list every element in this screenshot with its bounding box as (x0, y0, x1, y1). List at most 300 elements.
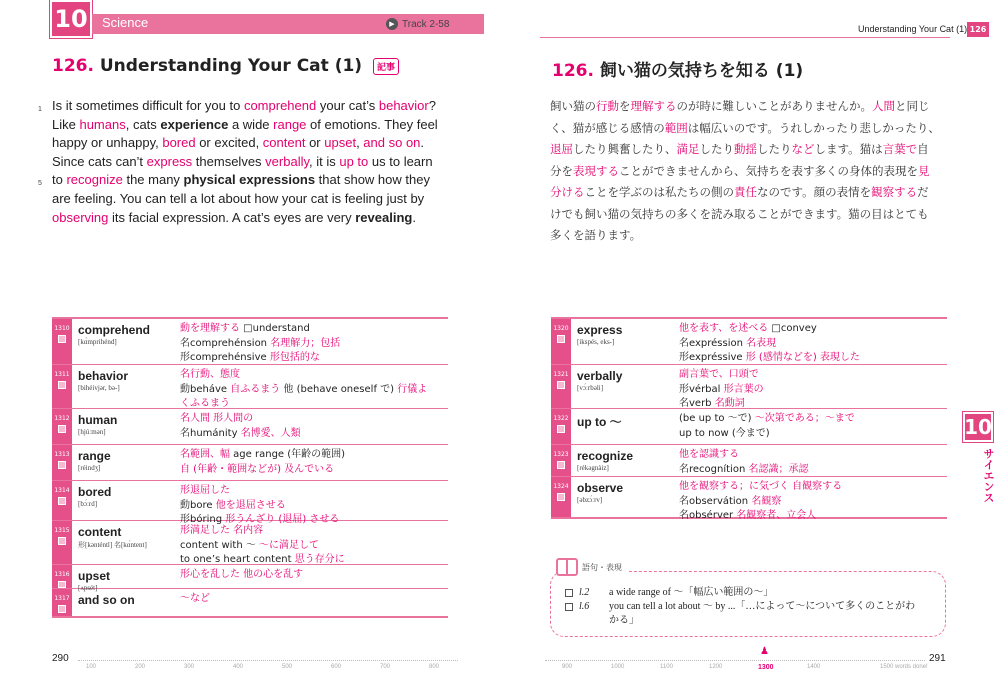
highlight-term: 行動 (596, 99, 619, 113)
headword: behavior (78, 369, 129, 383)
definition-line (679, 495, 943, 510)
text-run: a wide (228, 116, 274, 132)
progress-tick: 600 (331, 664, 342, 670)
title-number: 126. (52, 56, 94, 76)
highlight-term: 他を認識する (679, 449, 739, 460)
definition-line (679, 448, 943, 463)
text-run: したり興奮したり、 (573, 142, 677, 156)
vocab-row (551, 477, 947, 522)
highlight-term: 名認識；承認 (748, 463, 809, 475)
text-run: 名comprehénsion (180, 337, 271, 349)
definitions (679, 477, 947, 522)
highlight-term: 他を表す、を述べる (679, 323, 769, 334)
highlight-term: 退屈 (550, 142, 573, 156)
vocab-row (551, 365, 947, 409)
definition-line (180, 484, 444, 499)
text-run: 形bóring (180, 514, 226, 526)
text-run: だ (917, 185, 929, 199)
passage-line (550, 182, 950, 204)
definition-line (180, 568, 444, 583)
definition-line (679, 427, 943, 442)
pronunciation: [bɔ́ːrd] (78, 500, 98, 508)
header-rule (540, 37, 950, 38)
text-run: 名humánity (180, 427, 241, 439)
highlight-term: 名人間 形人間の (180, 413, 254, 424)
highlight-term: 形退屈した (180, 485, 230, 496)
vocabulary-table-left (52, 317, 448, 618)
entry-checkbox[interactable] (58, 581, 66, 588)
entry-index (52, 481, 72, 520)
entry-index (551, 319, 571, 364)
article-tag: 記事 (373, 58, 399, 75)
text-run: ことを学ぶのは私たちの側の (584, 185, 734, 199)
text-run: (be up to ～で) (679, 413, 755, 424)
definitions (180, 409, 448, 444)
progress-tick: 1100 (660, 664, 673, 670)
progress-tick: 200 (135, 664, 146, 670)
definition-line (679, 480, 943, 495)
definition-line (679, 509, 943, 524)
phrase-list (565, 586, 915, 628)
text-run: と同じ (895, 99, 930, 113)
headword: verbally (577, 369, 623, 383)
definitions (180, 481, 448, 526)
text-run: □convey (768, 323, 817, 334)
pronunciation: [rékəgnàiz] (577, 464, 609, 472)
chapter-badge: 10 (50, 0, 92, 38)
entry-index (551, 365, 571, 408)
entry-index (551, 445, 571, 476)
entry-index (52, 445, 72, 480)
pronunciation: [kɑ̀mprihénd] (78, 338, 117, 346)
entry-word (571, 445, 679, 476)
text-run: happy or unhappy, (52, 135, 163, 151)
entry-checkbox[interactable] (58, 425, 66, 433)
entry-checkbox[interactable] (58, 537, 66, 545)
definition-line (180, 427, 444, 442)
highlight-term: 形うんざり (退屈) させる (225, 514, 340, 526)
definitions (180, 445, 448, 480)
progress-tick: 700 (380, 664, 391, 670)
side-tab-label: サイエンス (982, 448, 995, 503)
entry-number: 1312 (54, 415, 70, 422)
text-run: 名recognítion (679, 463, 749, 475)
highlight-term: 観察する (871, 185, 918, 199)
highlight-term: 自 (年齢・範囲などが) 及んでいる (180, 463, 335, 475)
phrase-checkbox[interactable] (565, 603, 573, 611)
definition-line (679, 322, 943, 337)
entry-checkbox[interactable] (58, 497, 66, 505)
text-run: 名expréssion (679, 337, 747, 349)
highlight-term: 行儀よ (397, 383, 428, 395)
vocabulary-table-right (551, 317, 947, 522)
definition-line (180, 383, 444, 398)
definitions (180, 565, 448, 588)
definition-line (180, 351, 444, 366)
vocab-row (52, 481, 448, 526)
highlight-term: humans (79, 116, 126, 132)
highlight-term: 範囲 (664, 120, 688, 135)
headword: up to ～ (577, 415, 622, 429)
entry-word (72, 409, 180, 444)
highlight-term: 動揺 (734, 142, 757, 156)
headword: bored (78, 485, 112, 499)
phrases-label: 語句・表現 (582, 562, 622, 572)
highlight-term: 表現する (573, 163, 619, 178)
definitions (180, 319, 448, 364)
text-run: は幅広いのです。うれしかったり悲しかったり、 (687, 120, 940, 135)
highlight-term: 名表現 (746, 337, 777, 349)
audio-track[interactable] (386, 18, 449, 30)
definition-line (679, 368, 943, 383)
entry-word (571, 319, 679, 364)
side-tab-number: 10 (963, 412, 993, 442)
entry-word (72, 445, 180, 480)
phrase-checkbox[interactable] (565, 589, 573, 597)
highlight-term: 形言葉の (723, 383, 764, 395)
text-run: 名observátion (679, 495, 752, 507)
text-run: 多くを語ります。 (550, 228, 642, 242)
phrase-line-ref (579, 614, 603, 628)
entry-word (571, 365, 679, 408)
text-run: your cat’s (316, 98, 379, 113)
entry-word (72, 365, 180, 408)
definition-line (679, 337, 943, 352)
progress-ruler-left (78, 660, 458, 661)
progress-tick: 800 (429, 664, 440, 670)
headword: range (78, 449, 111, 463)
text-run: its facial expression. A cat’s eyes are very (108, 209, 356, 225)
text-run: us to learn (368, 153, 433, 169)
text-run: to (52, 172, 67, 188)
highlight-term: 他を退屈させる (215, 499, 286, 511)
running-title: Understanding Your Cat (1) (858, 24, 968, 34)
section-name: Science (102, 15, 149, 30)
entry-word (72, 319, 180, 364)
text-run: , (356, 135, 364, 151)
chapter-side-tab[interactable] (963, 412, 993, 512)
bold-term: revealing (355, 209, 413, 225)
vocab-row (52, 521, 448, 565)
passage-line (550, 225, 950, 247)
highlight-term: 形満足した 名内容 (180, 525, 264, 536)
entry-number: 1317 (54, 595, 70, 602)
bold-term: experience (160, 116, 229, 132)
text-run: 形vérbal (679, 383, 724, 395)
highlight-term: 自ふるまう (230, 383, 281, 395)
text-run: 動bore (180, 499, 216, 511)
english-title (52, 56, 399, 76)
highlight-term: ～次第である；～まで (754, 413, 855, 424)
vocab-row (551, 319, 947, 365)
book-icon (556, 558, 578, 576)
headword: upset (78, 569, 111, 583)
entry-number: 1316 (54, 571, 70, 578)
highlight-term: behavior (378, 98, 429, 113)
entry-number: 1315 (54, 527, 70, 534)
highlight-term: 副言葉で、口頭で (679, 369, 759, 380)
text-run: . (420, 135, 425, 151)
entry-number: 1321 (553, 371, 569, 378)
definition-line (679, 463, 943, 478)
progress-tick: 100 (86, 664, 97, 670)
vocab-row (52, 445, 448, 481)
pronunciation: 形[kənténtl] 名[kɑ́ntent] (78, 541, 147, 549)
definition-line (180, 539, 444, 554)
text-run: 形comprehénsive (180, 352, 270, 364)
headword: comprehend (78, 323, 151, 337)
text-run: up to now (今まで) (679, 427, 770, 439)
highlight-term: 言葉で (882, 142, 918, 156)
definition-line (679, 383, 943, 398)
text-run: のが時に難しいことがありませんか。 (676, 99, 872, 113)
definition-line (679, 412, 943, 427)
highlight-term: range (273, 116, 307, 132)
text-run: or excited, (195, 135, 263, 151)
highlight-term: bored (162, 135, 196, 151)
definitions (180, 365, 448, 408)
phrase-item (565, 600, 915, 614)
text-run: or (305, 135, 325, 151)
highlight-term: 他を観察する；に気づく 自観察する (679, 481, 843, 492)
entry-checkbox[interactable] (58, 335, 66, 343)
headword: content (78, 525, 122, 539)
entry-checkbox[interactable] (557, 335, 565, 343)
definition-line (180, 499, 444, 514)
highlight-term: 満足 (676, 142, 700, 156)
highlight-term: 形心を乱した 他の心を乱す (180, 569, 304, 580)
progress-tick: 1500 words done! (880, 664, 928, 670)
highlight-term: ～に満足して (259, 539, 320, 551)
pronunciation: [vɔ́ːrbəli] (577, 384, 604, 392)
entry-checkbox[interactable] (58, 381, 66, 389)
entry-word (72, 481, 180, 520)
entry-checkbox[interactable] (557, 381, 565, 389)
entry-index (52, 365, 72, 408)
highlight-term: recognize (66, 172, 123, 188)
highlight-term: 責任 (734, 185, 757, 199)
text-run: なのです。顔の表情を (757, 185, 872, 199)
japanese-title (552, 56, 803, 81)
entry-index (52, 319, 72, 364)
headword: observe (577, 481, 624, 495)
passage-line (38, 171, 454, 190)
passage-line (52, 116, 454, 135)
text-run: themselves (192, 153, 266, 169)
entry-checkbox[interactable] (58, 461, 66, 469)
highlight-term: 名動詞 (714, 398, 745, 410)
entry-number: 1324 (553, 483, 569, 490)
progress-marker-icon: ♟ (760, 646, 769, 657)
text-run: したり (757, 142, 792, 156)
text-run: of emotions. They feel (306, 116, 438, 132)
entry-number: 1311 (54, 371, 70, 378)
definition-line (679, 351, 943, 366)
highlight-term: 見 (918, 163, 930, 178)
phrase-text: かる」 (609, 615, 639, 626)
definition-line (180, 337, 444, 352)
progress-tick: 1000 (611, 664, 625, 670)
text-run: , cats (125, 116, 161, 132)
progress-tick: 1200 (709, 664, 723, 670)
entry-number: 1313 (54, 451, 70, 458)
japanese-passage (550, 96, 950, 247)
phrase-item (565, 586, 915, 600)
definition-line (180, 448, 444, 463)
entry-checkbox[interactable] (58, 605, 66, 613)
definition-line (180, 322, 444, 337)
entry-word (72, 521, 180, 564)
definitions (679, 409, 947, 444)
headword: and so on (78, 593, 135, 607)
text-run: 名obsérver (679, 510, 737, 522)
vocab-row (52, 365, 448, 409)
pronunciation: [ikspés, eks-] (577, 338, 615, 346)
text-run: ? (428, 98, 436, 113)
pronunciation: [réindʒ] (78, 464, 101, 472)
text-run: 他 (behave oneself で) (280, 383, 398, 395)
phrase-line-ref: l.2 (579, 587, 590, 598)
definition-line (180, 412, 444, 427)
definitions (679, 319, 947, 364)
highlight-term: 形 (感情などを) 表現した (745, 352, 860, 364)
entry-index (52, 589, 72, 616)
entry-word (571, 409, 679, 444)
progress-tick: 400 (233, 664, 244, 670)
passage-line (550, 204, 950, 226)
text-run: 形expréssive (679, 352, 746, 364)
title-text: Understanding Your Cat (1) (99, 56, 363, 76)
definitions (180, 589, 448, 616)
entry-index (52, 521, 72, 564)
progress-tick: 1400 (807, 664, 821, 670)
entry-number: 1323 (553, 451, 569, 458)
entry-index (551, 477, 571, 517)
entry-index (551, 409, 571, 444)
headword: express (577, 323, 623, 337)
highlight-term: など (791, 142, 815, 156)
highlight-term: 思う存分に (294, 554, 345, 566)
definition-line (180, 524, 444, 539)
text-run: Like (52, 116, 80, 132)
vocab-row (52, 319, 448, 365)
highlight-term: 動を理解する (180, 323, 240, 334)
bold-term: physical expressions (183, 172, 316, 188)
passage-line (550, 161, 950, 183)
passage-line (52, 190, 454, 209)
entry-number: 1310 (54, 325, 70, 332)
highlight-term: content (262, 135, 306, 151)
phrase-item (565, 614, 915, 628)
highlight-term: 人間 (872, 99, 895, 113)
definitions (679, 365, 947, 408)
highlight-term: 名範囲、幅 (180, 449, 230, 460)
text-run: 自 (917, 142, 929, 156)
page-number-left: 290 (52, 653, 69, 664)
line-number: 5 (38, 180, 42, 188)
entry-number: 1320 (553, 325, 569, 332)
text-run: Is it sometimes difficult for you to (52, 98, 244, 113)
page-number-right: 291 (929, 653, 946, 664)
definition-line (180, 592, 444, 607)
entry-checkbox[interactable] (557, 461, 565, 469)
entry-index (52, 565, 72, 588)
highlight-term: 名観察 (751, 495, 782, 507)
line-number: 1 (38, 106, 42, 113)
highlight-term: 形包括的な (269, 352, 320, 364)
text-run: します。猫は (814, 142, 883, 156)
vocab-row (52, 409, 448, 445)
highlight-term: comprehend (243, 98, 317, 113)
entry-word (72, 565, 180, 592)
entry-word (571, 477, 679, 517)
text-run: to one’s heart content (180, 554, 295, 566)
text-run: したり (699, 142, 734, 156)
progress-ruler-right (545, 660, 925, 661)
phrase-text: you can tell a lot about ～ by ...「…によって～について多くのことがわ (609, 601, 916, 612)
highlight-term: upset (324, 135, 357, 151)
phrase-text: a wide range of ～「幅広い範囲の～」 (609, 587, 774, 598)
text-run: the many (122, 172, 184, 188)
entry-number: 1322 (553, 415, 569, 422)
progress-tick: 500 (282, 664, 293, 670)
entry-checkbox[interactable] (557, 493, 565, 501)
entry-number: 1314 (54, 487, 70, 494)
definitions (679, 445, 947, 476)
headword: recognize (577, 449, 634, 463)
highlight-term: 名博愛、人類 (240, 427, 301, 439)
vocab-row (551, 409, 947, 445)
progress-tick: 900 (562, 664, 573, 670)
unit-badge: 126 (967, 22, 989, 37)
headword: human (78, 413, 118, 427)
vocab-row (52, 565, 448, 592)
progress-tick: 1300 (758, 664, 774, 671)
pronunciation: [bihéivjər, bə-] (78, 384, 120, 392)
highlight-term: 理解する (630, 99, 677, 113)
highlight-term: 名行動、態度 (180, 369, 240, 380)
text-run: content with ～ (180, 539, 260, 551)
pronunciation: [hjúːmən] (78, 428, 106, 436)
text-run: ことができませんから、気持ちを表す多くの身体的表現を (619, 163, 918, 178)
highlight-term: up to (339, 153, 369, 169)
text-run: that show how they (315, 172, 430, 188)
text-run: age range (年齢の範囲) (230, 449, 346, 460)
english-passage (38, 97, 454, 227)
text-run: □understand (240, 323, 310, 334)
play-icon[interactable]: ▶ (386, 18, 398, 30)
highlight-term: express (146, 153, 193, 169)
highlight-term: 分ける (550, 185, 585, 199)
vocab-row (52, 589, 448, 616)
highlight-term: 名観察者、立会人 (736, 510, 817, 522)
passage-line (52, 134, 454, 153)
passage-line (52, 209, 454, 228)
passage-line (52, 153, 454, 172)
text-run: , it is (309, 153, 340, 169)
highlight-term: 名理解力；包括 (270, 337, 341, 349)
highlight-term: observing (52, 209, 109, 225)
text-run: く、猫が感じる感情の (550, 120, 665, 135)
text-run: are feeling. You can tell a lot about how your cat is feeling just by (52, 190, 425, 206)
text-run: Since cats can’t (52, 153, 147, 169)
definition-line (180, 368, 444, 383)
entry-checkbox[interactable] (557, 425, 565, 433)
passage-line (550, 139, 950, 161)
text-run: . (412, 209, 416, 225)
pronunciation: [ʌpsét] (78, 584, 98, 592)
text-run: 分を (550, 163, 573, 178)
